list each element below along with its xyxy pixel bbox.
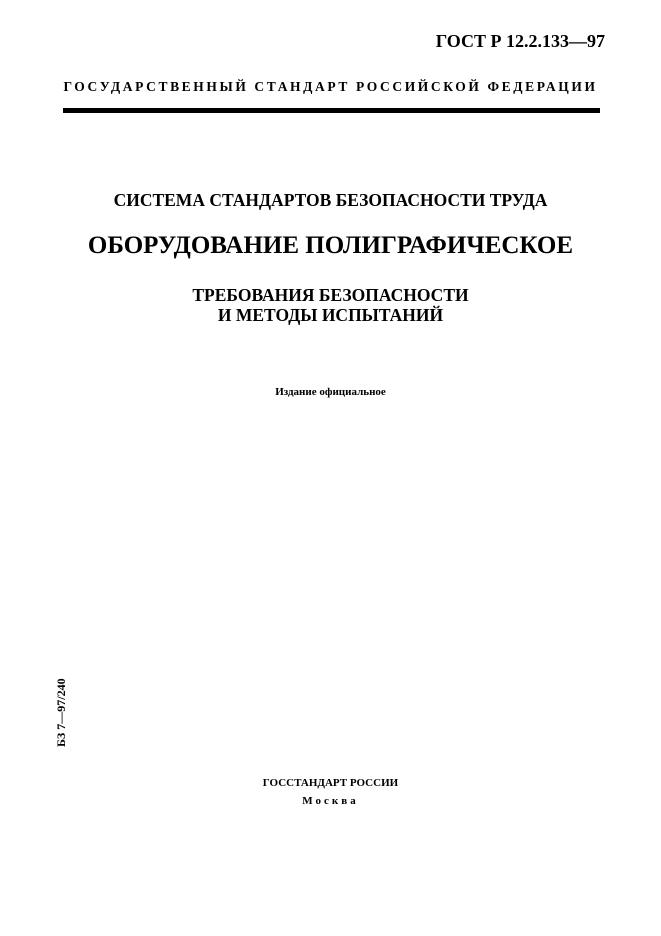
publisher-name: ГОССТАНДАРТ РОССИИ [262, 777, 399, 789]
publication-city: Москва [302, 795, 359, 807]
subtitle-line-2: И МЕТОДЫ ИСПЫТАНИЙ [217, 305, 444, 325]
standard-number: ГОСТ Р 12.2.133—97 [435, 31, 605, 51]
header-divider [63, 108, 600, 113]
state-standard-heading: ГОСУДАРСТВЕННЫЙ СТАНДАРТ РОССИЙСКОЙ ФЕДЕРАЦИИ [63, 79, 598, 94]
side-catalog-code: БЗ 7—97/240 [54, 678, 68, 747]
standards-system-title: СИСТЕМА СТАНДАРТОВ БЕЗОПАСНОСТИ ТРУДА [113, 190, 548, 210]
subtitle-line-1: ТРЕБОВАНИЯ БЕЗОПАСНОСТИ [192, 285, 469, 305]
document-title: ОБОРУДОВАНИЕ ПОЛИГРАФИЧЕСКОЕ [87, 232, 574, 259]
edition-label: Издание официальное [275, 386, 386, 398]
document-subtitle [0, 285, 661, 325]
